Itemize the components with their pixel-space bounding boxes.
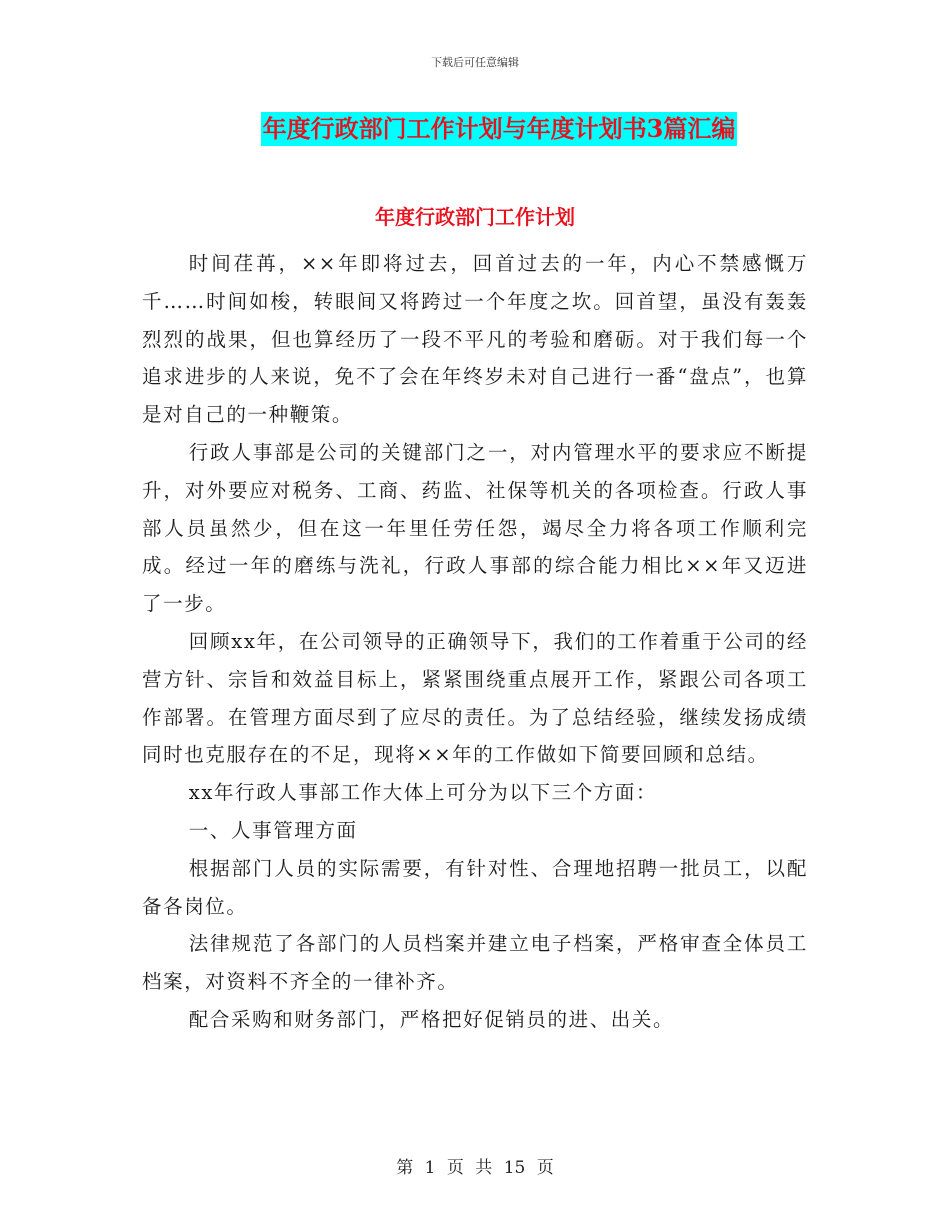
page-number-footer: 第 1 页 共 15 页 <box>396 1158 554 1178</box>
paragraph: 配合采购和财务部门，严格把好促销员的进、出关。 <box>188 1007 675 1031</box>
section-title: 年度行政部门工作计划 <box>375 205 575 229</box>
document-body <box>142 245 808 1039</box>
document-title: 年度行政部门工作计划与年度计划书3篇汇编 <box>261 112 738 146</box>
paragraph: 回顾xx年，在公司领导的正确领导下，我们的工作着重于公司的经营方针、宗旨和效益目标上，紧紧围绕重点展开工作，紧跟公司各项工作部署。在管理方面尽到了应尽的责任。为了总结经验，继续发扬成绩同时也克服存在的不足，现将××年的工作做如下简要回顾和总结。 <box>142 629 808 767</box>
subheading: 一、人事管理方面 <box>188 818 358 842</box>
paragraph: 根据部门人员的实际需要，有针对性、合理地招聘一批员工，以配备各岗位。 <box>142 856 808 918</box>
paragraph: 行政人事部是公司的关键部门之一，对内管理水平的要求应不断提升，对外要应对税务、工商、药监、社保等机关的各项检查。行政人事部人员虽然少，但在这一年里任劳任怨，竭尽全力将各项工作顺利完成。经过一年的磨练与洗礼，行政人事部的综合能力相比××年又迈进了一步。 <box>142 440 808 616</box>
paragraph: 法律规范了各部门的人员档案并建立电子档案，严格审查全体员工档案，对资料不齐全的一律补齐。 <box>142 932 808 994</box>
paragraph: 时间荏苒，××年即将过去，回首过去的一年，内心不禁感慨万千……时间如梭，转眼间又将跨过一个年度之坎。回首望，虽没有轰轰烈烈的战果，但也算经历了一段不平凡的考验和磨砺。对于我们每一个追求进步的人来说，免不了会在年终岁未对自己进行一番“盘点”，也算是对自己的一种鞭策。 <box>142 252 808 427</box>
header-note: 下载后可任意编辑 <box>431 56 519 69</box>
paragraph: xx年行政人事部工作大体上可分为以下三个方面： <box>188 781 658 805</box>
document-title-container <box>0 112 950 146</box>
